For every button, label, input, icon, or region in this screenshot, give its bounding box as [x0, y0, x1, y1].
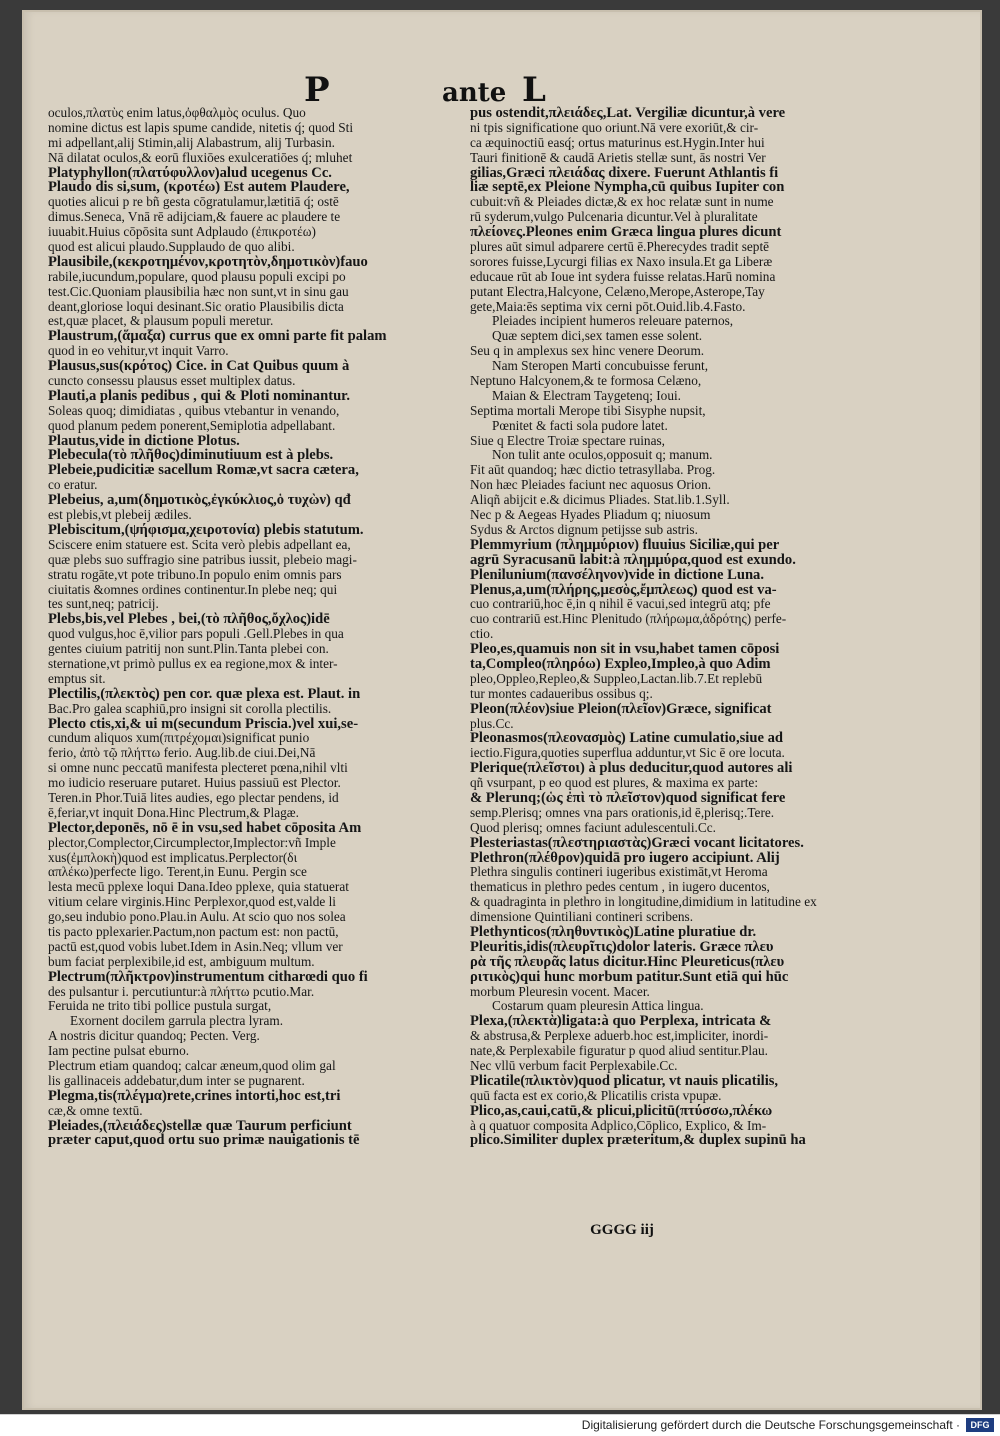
entry-headword-line: præter caput,quod ortu suo primæ nauigationis tē [48, 1133, 360, 1149]
entry-headword-line: agrū Syracusanū labit:à πλημμύρα,quod est exundo. [470, 552, 796, 568]
text-line: deant,gloriose loqui desinant.Sic oratio Plausibilis dicta [48, 299, 344, 314]
entry-headword-line: Plebiscitum,(ψήφισμα,χειροτονία) plebis statutum. [48, 522, 364, 538]
text-line: qñ vsurpant, p eo quod est plures, & maxima ex parte: [470, 776, 759, 791]
entry-headword-line: Plesteriastas(πλεστηριαστὰς)Græci vocant licitatores. [470, 835, 804, 851]
page-scan [22, 10, 982, 1410]
entry-headword-line: Plector,deponēs, nō ē in vsu,sed habet cōposita Am [48, 820, 362, 836]
entry-headword-line: Plenilunium(πανσέληνον)vide in dictione Luna. [470, 567, 765, 583]
running-header [22, 70, 982, 110]
text-line: Tauri finitionē & caudā Arietis stellæ sunt, ās nostri Ver [470, 150, 766, 165]
entry-headword-line: Plauti,a planis pedibus , qui & Ploti nominantur. [48, 388, 350, 404]
entry-headword-line: gilias,Græci πλειάδας dixere. Fuerunt Athlantis fi [470, 165, 779, 181]
text-line: des pulsantur i. percutiuntur:à πλήττω pcutio.Mar. [48, 984, 315, 999]
text-line: cuo contrariū,hoc ē,in q nihil ē vacui,sed integrū atq; pfe [470, 597, 771, 612]
text-line: pactū est,quod vobis lubet.Idem in Asin.Neq; vllum ver [48, 939, 343, 954]
header-letter-right: L [522, 70, 546, 110]
text-line: Non tulit ante oculos,opposuit q; manum. [492, 448, 713, 463]
text-line: Teren.in Phor.Tuiā lites audies, ego plectar pendens, id [48, 790, 339, 805]
signature-mark: GGGG iij [590, 1222, 654, 1238]
text-line: Quod plerisq; omnes faciunt adulescentuli.Cc. [470, 820, 716, 835]
entry-headword-line: Plerique(πλεῖστοι) à plus deducitur,quod autores ali [470, 761, 793, 777]
entry-headword-line: Pleonasmos(πλεονασμὸς) Latine cumulatio,siue ad [470, 731, 784, 747]
text-line: rū syderum,vulgo Pulcenaria dicuntur.Vel à pluralitate [470, 210, 758, 225]
text-line: ē,feriar,vt inquit Dona.Hinc Plectrum,& Plagæ. [48, 805, 299, 820]
text-line: educaue rūt ab Ioue int sydera fuisse relatas.Harū nomina [470, 269, 776, 284]
text-line: rabile,iucundum,populare, quod plausu populi excipi po [48, 269, 346, 284]
text-line: Neptuno Halcyonem,& te formosa Celæno, [470, 374, 702, 389]
text-line: thematicus in plethro pedes centum , in iugero ducentos, [470, 880, 770, 895]
text-line: dimensione Quintiliani contineri scribens. [470, 910, 694, 925]
text-line: Sydus & Arctos dignum petijsse sub astris. [470, 522, 698, 537]
text-line: tes sunt,neq; patricij. [48, 597, 159, 612]
text-line: ctio. [470, 627, 494, 642]
entry-headword-line: Plegma,tis(πλέγμα)rete,crines intorti,hoc est,tri [48, 1088, 341, 1104]
entry-headword-line: liæ septē,ex Pleione Nympha,cū quibus Iupiter con [470, 180, 785, 196]
text-line: Sciscere enim statuere est. Scita verò plebis adpellant ea, [48, 537, 351, 552]
text-line: morbum Pleuresin vocent. Macer. [470, 984, 650, 999]
text-line: Costarum quam pleuresin Attica lingua. [492, 999, 704, 1014]
text-line: Pleiades incipient humeros releuare paternos, [492, 314, 734, 329]
left-column [48, 106, 446, 1148]
text-line: tur montes cadaueribus ossibus q;. [470, 686, 653, 701]
funding-notice: Digitalisierung gefördert durch die Deutsche Forschungsgemeinschaft · [581, 1418, 960, 1432]
text-line: sorores fuisse,Lycurgi filias ex Naxo insula.Et ga Liberæ [470, 254, 773, 269]
text-line: gentes ciuium patritij non sunt.Plin.Tanta plebei con. [48, 642, 329, 657]
text-line: ca æquinoctiū easq́; ortus maturinus est.Hygin.Inter hui [470, 135, 765, 150]
text-line: gete,Maia:ēs septima vix cerni pōt.Ouid.lib.4.Fasto. [470, 299, 746, 314]
entry-headword-line: Plebeius, a,um(δημοτικὸς,ἐγκύκλιος,ὁ τυχὼν) qđ [48, 493, 351, 509]
text-line: cuncto consessu plausus esset multiplex datus. [48, 374, 296, 389]
text-line: plures aūt simul adparere certū ē.Pherecydes tradit septē [470, 240, 770, 255]
text-line: dimus.Seneca, Vnā rē adijciam,& fauere ac plaudere te [48, 210, 341, 225]
entry-headword-line: Plicatile(πλικτὸν)quod plicatur, vt nauis plicatilis, [470, 1073, 779, 1089]
text-line: Nec vllū verbum facit Perplexabile.Cc. [470, 1059, 678, 1073]
text-line: plector,Complector,Circumplector,Implector:vñ Imple [48, 835, 336, 850]
entry-headword-line: Plebeie,pudicitiæ sacellum Romæ,vt sacra cætera, [48, 463, 359, 479]
entry-headword-line: Plebs,bis,vel Plebes , bei,(τὸ πλῆθος,ὄχλος)idē [48, 612, 330, 628]
text-line: plus.Cc. [470, 716, 514, 731]
text-line: est,quæ placet, & plausum populi meretur. [48, 314, 274, 329]
entry-headword-line: Plebecula(τὸ πλῆθος)diminutiuum est à plebs. [48, 448, 334, 464]
text-line: Aliqñ abijcit e.& dicimus Pliades. Stat.lib.1.Syll. [470, 493, 730, 508]
text-line: Quæ septem dici,sex tamen esse solent. [492, 329, 703, 344]
entry-headword-line: Plemmyrium (πλημμύριον) fluuius Siciliæ,qui per [470, 537, 780, 553]
entry-headword-line: ta,Compleo(πληρόω) Expleo,Impleo,à quo Adim [470, 656, 771, 672]
text-line: quæ plebs suo suffragio sine patribus iussit, plebeio magi- [48, 552, 357, 567]
text-line: Plectrum etiam quandoq; calcar æneum,quod olim gal [48, 1059, 336, 1073]
text-line: Bac.Pro galea scaphiū,pro insigni sit corolla plectilis. [48, 701, 332, 716]
dfg-logo: DFG [966, 1418, 994, 1432]
text-line: Iam pectine pulsat eburno. [48, 1044, 190, 1059]
entry-headword-line: Plausus,sus(κρότος) Cice. in Cat Quibus quum à [48, 359, 350, 375]
entry-headword-line: & Plerunq;(ὡς ἐπὶ τὸ πλεῖστον)quod significat fere [470, 790, 786, 806]
footer-bar [0, 1414, 1000, 1436]
entry-headword-line: plico.Similiter duplex præteritum,& duplex supinū ha [470, 1133, 806, 1149]
text-line: Exornent docilem garrula plectra lyram. [70, 1014, 284, 1029]
text-line: Seu q in amplexus sex hinc venere Deorum. [470, 344, 705, 359]
text-line: à q quatuor composita Adplico,Cōplico, Explico, & Im- [470, 1118, 767, 1133]
text-line: Plethra singulis contineri iugeribus existimāt,vt Heroma [470, 865, 768, 880]
entry-headword-line: Plethynticos(πληθυντικὸς)Latine pluratiue dr. [470, 924, 757, 940]
text-line: Nec p & Aegeas Hyades Pliadum q; niuosum [470, 508, 711, 523]
text-line: cuo contrariū est.Hinc Plenitudo (πλήρωμα,ἁδρότης) perfe- [470, 612, 787, 627]
entry-headword-line: pus ostendit,πλειάδες,Lat. Vergiliæ dicuntur,à vere [470, 106, 786, 121]
entry-headword-line: ριτικὸς)qui hunc morbum patitur.Sunt etiā qui hūc [470, 969, 789, 985]
entry-headword-line: Plethron(πλέθρον)quidā pro iugero accipiunt. Alij [470, 850, 780, 866]
right-column [470, 106, 868, 1148]
text-line: quod in eo vehitur,vt inquit Varro. [48, 344, 229, 359]
entry-headword-line: Pleiades,(πλειάδες)stellæ quæ Taurum perficiunt [48, 1118, 352, 1134]
text-line: quod planum pedem ponerent,Semiplotia adpellabant. [48, 418, 336, 433]
text-line: iectio.Figura,quoties superflua adduntur,vt Sic ē ore locuta. [470, 746, 785, 761]
text-line: Non hæc Pleiades faciunt nec aquosus Orion. [470, 478, 712, 493]
entry-headword-line: Plaustrum,(ἅμαξα) currus que ex omni parte fit palam [48, 329, 387, 345]
text-line: ni tpis significatione quo oriunt.Nā vere exoriūt,& cir- [470, 120, 759, 135]
entry-headword-line: Plico,as,caui,catū,& plicui,plicitū(πτύσσω,πλέκω [470, 1103, 773, 1119]
entry-headword-line: ρὰ τῆς πλευρᾶς latus dicitur.Hinc Pleureticus(πλευ [470, 954, 785, 970]
text-line: Pœnitet & facti sola pudore latet. [492, 418, 668, 433]
entry-headword-line: Plenus,a,um(πλήρης,μεσὸς,ἔμπλεως) quod est va- [470, 582, 777, 598]
text-line: emptus sit. [48, 671, 106, 686]
text-line: Nam Steropen Marti concubuisse ferunt, [492, 359, 709, 374]
entry-headword-line: Pleon(πλέον)siue Pleion(πλεῖον)Græce, significat [470, 701, 772, 717]
text-line: Maian & Electram Taygetenq; Ioui. [492, 388, 681, 403]
text-line: ferio, ἀπὸ τῷ πλήττω ferio. Aug.lib.de ciui.Dei,Nā [48, 746, 316, 761]
text-line: mi adpellant,alij Stimin,alij Alabastrum, alij Turbasin. [48, 135, 335, 150]
text-line: go,seu indubio pono.Plau.in Aulu. At scio quo nos solea [48, 910, 346, 925]
text-line: stratu rogāte,vt pote tribuno.In populo enim omnis pars [48, 567, 342, 582]
text-line: Septima mortali Merope tibi Sisyphe nupsit, [470, 403, 706, 418]
text-line: Nā dilatat oculos,& eorū fluxiōes exulceratiōes q́; mluhet [48, 150, 353, 165]
text-line: xus(ἐμπλοκὴ)quod est implicatus.Perplector(δι [48, 850, 298, 865]
text-line: putant Electra,Halcyone, Celæno,Merope,Asterope,Tay [470, 284, 765, 299]
text-line: απλέκω)perfecte ligo. Terent,in Eunu. Pergin sce [48, 865, 307, 880]
text-line: oculos,πλατὺς enim latus,ὀφθαλμὸς oculus. Quo [48, 106, 306, 120]
text-line: sternatione,vt primò pullus ex ea regione,mox & inter- [48, 656, 338, 671]
text-line: est plebis,vt plebeij ædiles. [48, 508, 192, 523]
entry-headword-line: πλείονες.Pleones enim Græca lingua plures dicunt [470, 225, 782, 241]
text-line: Feruida ne trito tibi pollice pustula surgat, [48, 999, 272, 1014]
text-line: quoties alicui p re bñ gesta cōgratulamur,lætitiā q́; ostē [48, 195, 339, 210]
text-line: pleo,Oppleo,Repleo,& Suppleo,Lactan.lib.7.Et replebū [470, 671, 763, 686]
text-line: cundum aliquos xum(πιτρέχομαι)significat punio [48, 731, 310, 746]
entry-headword-line: Pleuritis,idis(πλευρῖτις)dolor lateris. Græce πλευ [470, 939, 774, 955]
text-line: co eratur. [48, 478, 98, 493]
text-line: quod vulgus,hoc ē,vilior pars populi .Gell.Plebes in qua [48, 627, 344, 642]
entry-headword-line: Plausibile,(κεκροτημένον,κροτητὸν,δημοτικὸν)fauo [48, 254, 368, 270]
entry-headword-line: Platyphyllon(πλατύφυλλον)alud ucegenus Cc. [48, 165, 332, 181]
text-line: bum faciat perplexibile,id est, ambiguum multum. [48, 954, 315, 969]
text-line: si omne nunc peccatū manifesta plecteret pœna,nihil vlti [48, 761, 348, 776]
entry-headword-line: Plectrum(πλῆκτρον)instrumentum citharœdi quo fi [48, 969, 368, 985]
text-line: tis pacto pplexarier.Pactum,non pactum est: non pactū, [48, 924, 339, 939]
text-line: ciuitatis &omnes ordines continentur.In plebe neq; qui [48, 582, 338, 597]
text-line: cubuit:vñ & Pleiades dictæ,& ex hoc relatæ sunt in nume [470, 195, 774, 210]
text-line: vitium celare virginis.Hinc Perplexor,quod est,valde li [48, 895, 336, 910]
entry-headword-line: Plexa,(πλεκτὰ)ligata:à quo Perplexa, intricata & [470, 1014, 772, 1030]
text-line: & abstrusa,& Perplexe aduerb.hoc est,impliciter, inordi- [470, 1029, 769, 1044]
text-line: nomine dictus est lapis spume candide, nitetis q́; quod Sti [48, 120, 354, 135]
text-line: semp.Plerisq; omnes vna pars orationis,id ē,plerisq;.Tere. [470, 805, 775, 820]
header-middle-word: ante [442, 78, 507, 108]
text-line: & quadraginta in plethro in longitudine,dimidium in latitudine ex [470, 895, 817, 910]
text-line: iuuabit.Huius cōpōsita sunt Adplaudo (ἐπικροτέω) [48, 225, 316, 240]
entry-headword-line: Plecto ctis,xi,& ui m(secundum Priscia.)vel xui,se- [48, 716, 359, 732]
text-line: mo iudicio reseruare putaret. Huius passiuū est Plector. [48, 776, 341, 791]
entry-headword-line: Plectilis,(πλεκτὸς) pen cor. quæ plexa est. Plaut. in [48, 686, 361, 702]
text-line: cæ,& omne textū. [48, 1103, 143, 1118]
text-line: quod est alicui plaudo.Supplaudo de quo alibi. [48, 240, 295, 255]
text-line: lesta mecū pplexe loqui Dana.Ideo pplexe, quia statuerat [48, 880, 349, 895]
header-letter-left: P [304, 70, 330, 110]
text-line: Siue q Electre Troiæ spectare ruinas, [470, 433, 665, 448]
text-line: quū facta est ex corio,& Plicatilis crista vpupæ. [470, 1088, 722, 1103]
text-line: Soleas quoq; dimidiatas , quibus vtebantur in venando, [48, 403, 340, 418]
text-line: A nostris dicitur quandoq; Pecten. Verg. [48, 1029, 260, 1044]
text-line: test.Cic.Quoniam plausibilia hæc non sunt,vt in sinu gau [48, 284, 349, 299]
entry-headword-line: Plautus,vide in dictione Plotus. [48, 433, 240, 449]
text-line: lis gallinaceis addebatur,dum inter se pugnarent. [48, 1073, 305, 1088]
text-line: Fit aūt quandoq; hæc dictio tetrasyllaba. Prog. [470, 463, 716, 478]
entry-headword-line: Plaudo dis si,sum, (κροτέω) Est autem Plaudere, [48, 180, 350, 196]
entry-headword-line: Pleo,es,quamuis non sit in vsu,habet tamen cōposi [470, 642, 780, 657]
text-line: nate,& Perplexabile figuratur p quod aliud sentitur.Plau. [470, 1044, 769, 1059]
